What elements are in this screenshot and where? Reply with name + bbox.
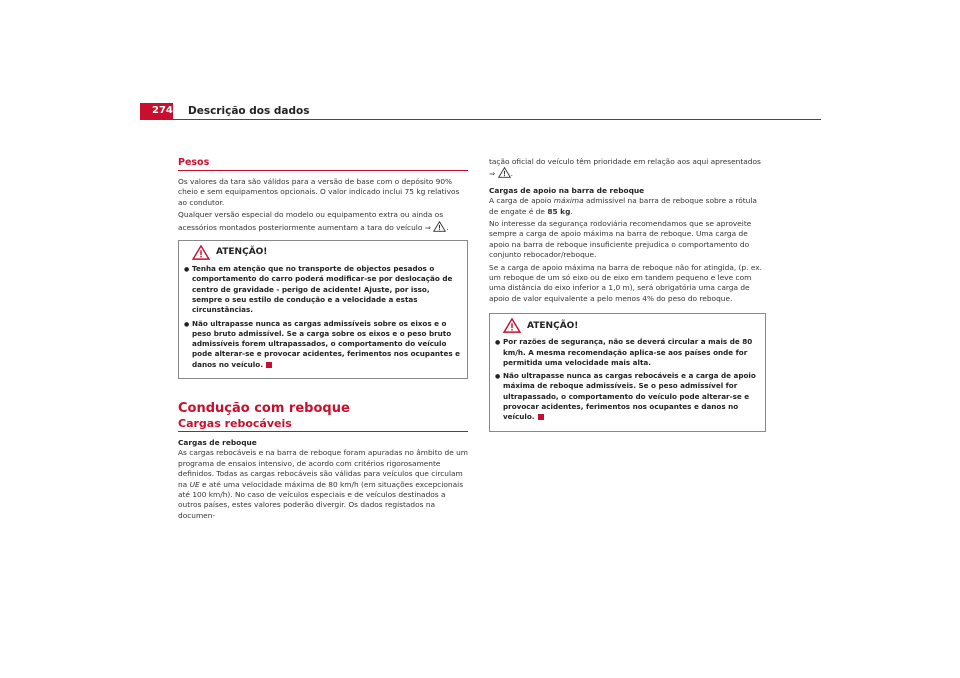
apoio-value: 85 kg [547, 206, 571, 216]
left-column [178, 157, 468, 523]
page-number: 274 [140, 103, 173, 119]
continuation-text: tação oficial do veículo têm prioridade em relação aos aqui apresentados [489, 157, 761, 166]
warning-triangle-icon [192, 245, 210, 260]
right-paragraph-2: No interesse da segurança rodoviária recomendamos que se aproveite sempre a carga de apoio máxima na barra de reboque. Uma carga de apoio na barra de reboque insuficiente prejudica o comportamento do conjunto rebocador/reboque. [489, 219, 752, 260]
cargas-text-b: e até uma velocidade máxima de 80 km/h (em situações excepcionais até 100 km/h). No caso de veículos especiais e de veículos destinados a outros países, estes valores poderão divergir. Os dados registados na documen- [178, 479, 464, 520]
pesos-paragraph-2: Qualquer versão especial do modelo ou equipamento extra ou ainda os acessórios montados posteriormente aumentam a tara do veículo ⇒ . [178, 210, 449, 232]
warning-triangle-icon[interactable] [498, 167, 511, 178]
warning-item [495, 371, 760, 422]
right-column [489, 157, 766, 432]
cargas-ue: UE [189, 479, 200, 489]
pesos-paragraph-1: Os valores da tara são válidos para a versão de base com o depósito 90% cheio e sem equipamentos opcionais. O valor indicado inclui 75 kg relativos ao condutor. [178, 177, 460, 207]
apoio-heading: Cargas de apoio na barra de reboque [489, 185, 645, 195]
warning-item-text: Não ultrapasse nunca as cargas rebocáveis e a carga de apoio máxima de reboque admissíveis. Se o peso admissível for ultrapassado, o comportamento do veículo pode alterar-se e provocar acidentes, ferimentos nos ocupantes e danos no veículo. [503, 371, 756, 422]
warning-box-towing [489, 313, 766, 431]
pesos-paragraph-2-text: Qualquer versão especial do modelo ou equipamento extra ou ainda os acessórios montados posteriormente aumentam a tara do veículo [178, 210, 444, 232]
apoio-paragraph: A carga de apoio máxima admissível na barra de reboque sobre a rótula de engate é de 85 kg. [489, 196, 757, 216]
cargas-paragraph [178, 448, 468, 521]
cargas-text-a: As cargas rebocáveis e na barra de reboque foram apuradas no âmbito de um programa de ensaios intensivo, de acordo com critérios rigorosamente definidos. Todas as cargas rebocáveis são válidas para veículos que circulam na [178, 448, 468, 489]
subsection-title-loads: Cargas rebocáveis [178, 417, 468, 432]
section-title-pesos: Pesos [178, 157, 468, 171]
warning-header [503, 318, 760, 333]
bullet-icon [495, 337, 503, 368]
warning-triangle-icon [503, 318, 521, 333]
continuation-paragraph: tação oficial do veículo têm prioridade em relação aos aqui apresentados ⇒ . [489, 157, 761, 179]
warning-item [184, 264, 462, 315]
warning-item [184, 319, 462, 370]
bullet-icon [495, 371, 503, 422]
warning-triangle-icon[interactable] [433, 221, 446, 232]
bullet-icon [184, 264, 192, 315]
cargas-heading: Cargas de reboque [178, 438, 257, 447]
warning-box-pesos [178, 240, 468, 379]
warning-title: ATENÇÃO! [216, 247, 268, 258]
section-title-towing: Condução com reboque [178, 401, 350, 416]
warning-item [495, 337, 760, 368]
warning-item-text: Tenha em atenção que no transporte de objectos pesados o comportamento do carro poderá modificar-se por deslocação de centro de gravidade - perigo de acidente! Ajuste, por isso, sempre o seu estilo de condução e a velocidade a estas circunstâncias. [192, 264, 453, 315]
end-mark-icon [266, 362, 272, 368]
warning-title: ATENÇÃO! [527, 320, 579, 331]
arrow-icon: ⇒ [424, 222, 431, 232]
warning-item-text: Por razões de segurança, não se deverá circular a mais de 80 km/h. A mesma recomendação aplica-se aos países onde for permitida uma velocidade mais alta. [503, 337, 753, 367]
apoio-text-a: A carga de apoio [489, 196, 552, 206]
header-rule [140, 119, 821, 120]
arrow-icon: ⇒ [489, 169, 496, 179]
running-head: Descrição dos dados [188, 105, 310, 117]
end-mark-icon [538, 414, 544, 420]
warning-item-text: Não ultrapasse nunca as cargas admissíveis sobre os eixos e o peso bruto admissível. Se a carga sobre os eixos e o peso bruto admissíveis forem ultrapassados, o comportamento do veículo pode alterar-se e provocar acidentes, ferimentos nos ocupantes e danos no veículo. [192, 318, 460, 369]
apoio-text-b: admissível na barra de reboque sobre a rótula de engate é de [489, 196, 757, 216]
bullet-icon [184, 319, 192, 370]
warning-header [192, 245, 462, 260]
right-paragraph-3: Se a carga de apoio máxima na barra de reboque não for atingida, (p. ex. um reboque de um só eixo ou de eixo em tandem pequeno e leve com uma distância do eixo inferior a 1,0 m), será obrigatória uma carga de apoio de valor equivalente a pelo menos 4% do peso do reboque. [489, 262, 762, 303]
apoio-maxima: máxima [553, 196, 584, 206]
